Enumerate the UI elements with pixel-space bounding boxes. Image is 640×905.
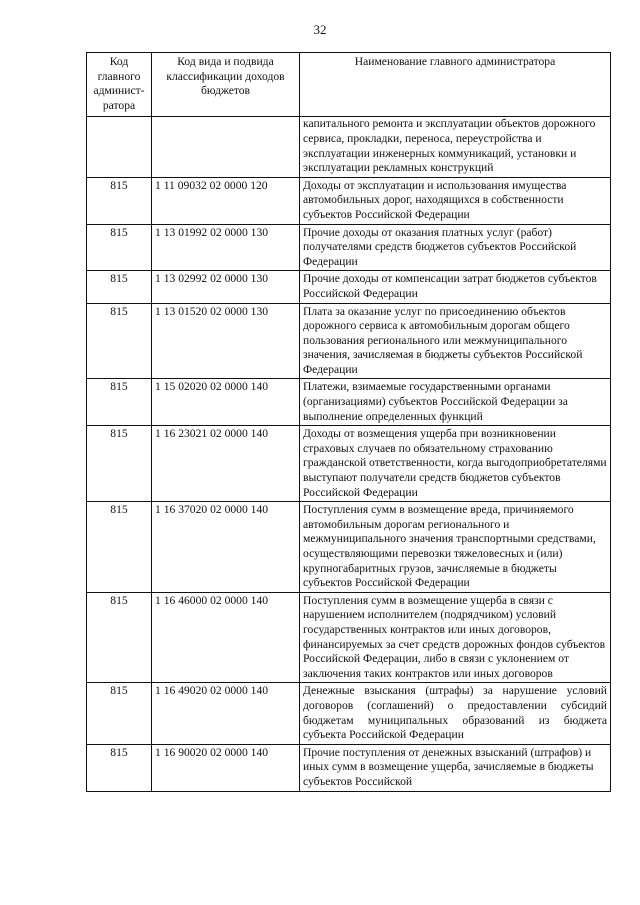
classification-code-cell: 1 16 23021 02 0000 140 bbox=[152, 426, 300, 502]
table-row bbox=[87, 177, 611, 224]
admin-name-cell: Поступления сумм в возмещение вреда, причиняемого автомобильным дорогам регионального и межмуниципального значения транспортными средствами, осуществляющими перевозки тяжеловесных и (или) крупногабаритных грузов, зачисляемые в бюджеты субъектов Российской Федерации bbox=[300, 502, 611, 593]
table-header-row bbox=[87, 53, 611, 117]
admin-code-cell: 815 bbox=[87, 744, 152, 791]
table-row bbox=[87, 502, 611, 593]
admin-name-cell: Плата за оказание услуг по присоединению объектов дорожного сервиса к автомобильным дорогам общего пользования регионального или межмуниципального значения, зачисляемая в бюджеты субъектов Российской Федерации bbox=[300, 303, 611, 379]
classification-code-cell: 1 16 37020 02 0000 140 bbox=[152, 502, 300, 593]
admin-name-cell: Доходы от возмещения ущерба при возникновении страховых случаев по обязательному страхованию гражданской ответственности, когда выгодоприобретателями выступают получатели средств бюджетов субъектов Российской Федерации bbox=[300, 426, 611, 502]
revenue-administrators-table bbox=[86, 52, 611, 792]
admin-code-cell: 815 bbox=[87, 426, 152, 502]
classification-code-cell bbox=[152, 117, 300, 177]
header-admin-name: Наименование главного администратора bbox=[300, 53, 611, 117]
admin-code-cell: 815 bbox=[87, 303, 152, 379]
classification-code-cell: 1 13 01520 02 0000 130 bbox=[152, 303, 300, 379]
header-admin-code: Код главного админист-ратора bbox=[87, 53, 152, 117]
table-row bbox=[87, 117, 611, 177]
admin-code-cell: 815 bbox=[87, 379, 152, 426]
admin-name-cell: Денежные взыскания (штрафы) за нарушение условий договоров (соглашений) о предоставлении субсидий бюджетам муниципальных образований из бюджета субъекта Российской Федерации bbox=[300, 683, 611, 744]
page-number: 32 bbox=[313, 22, 327, 37]
table-row bbox=[87, 683, 611, 744]
admin-name-cell: Прочие доходы от компенсации затрат бюджетов субъектов Российской Федерации bbox=[300, 271, 611, 303]
classification-code-cell: 1 16 90020 02 0000 140 bbox=[152, 744, 300, 791]
classification-code-cell: 1 16 46000 02 0000 140 bbox=[152, 592, 300, 683]
admin-name-cell: Доходы от эксплуатации и использования имущества автомобильных дорог, находящихся в собственности субъектов Российской Федерации bbox=[300, 177, 611, 224]
table-row bbox=[87, 426, 611, 502]
admin-code-cell: 815 bbox=[87, 271, 152, 303]
classification-code-cell: 1 13 02992 02 0000 130 bbox=[152, 271, 300, 303]
table-row bbox=[87, 303, 611, 379]
classification-code-cell: 1 13 01992 02 0000 130 bbox=[152, 224, 300, 271]
admin-code-cell: 815 bbox=[87, 177, 152, 224]
admin-code-cell: 815 bbox=[87, 502, 152, 593]
admin-code-cell: 815 bbox=[87, 224, 152, 271]
admin-code-cell: 815 bbox=[87, 592, 152, 683]
admin-code-cell bbox=[87, 117, 152, 177]
table-row bbox=[87, 744, 611, 791]
table-row bbox=[87, 271, 611, 303]
table-row bbox=[87, 592, 611, 683]
table-row bbox=[87, 379, 611, 426]
admin-name-cell: Поступления сумм в возмещение ущерба в связи с нарушением исполнителем (подрядчиком) условий государственных контрактов или иных договоров, финансируемых за счет средств дорожных фондов субъектов Российской Федерации, либо в связи с уклонением от заключения таких контрактов или иных договоров bbox=[300, 592, 611, 683]
admin-name-cell: Прочие поступления от денежных взысканий (штрафов) и иных сумм в возмещение ущерба, зачисляемые в бюджеты субъектов Российской bbox=[300, 744, 611, 791]
header-classification-code: Код вида и подвида классификации доходов бюджетов bbox=[152, 53, 300, 117]
admin-name-cell: Платежи, взимаемые государственными органами (организациями) субъектов Российской Федерации за выполнение определенных функций bbox=[300, 379, 611, 426]
admin-code-cell: 815 bbox=[87, 683, 152, 744]
table-row bbox=[87, 224, 611, 271]
admin-name-cell: капитального ремонта и эксплуатации объектов дорожного сервиса, прокладки, переноса, переустройства и эксплуатации инженерных коммуникаций, установки и эксплуатации рекламных конструкций bbox=[300, 117, 611, 177]
admin-name-cell: Прочие доходы от оказания платных услуг (работ) получателями средств бюджетов субъектов Российской Федерации bbox=[300, 224, 611, 271]
classification-code-cell: 1 16 49020 02 0000 140 bbox=[152, 683, 300, 744]
classification-code-cell: 1 15 02020 02 0000 140 bbox=[152, 379, 300, 426]
classification-code-cell: 1 11 09032 02 0000 120 bbox=[152, 177, 300, 224]
